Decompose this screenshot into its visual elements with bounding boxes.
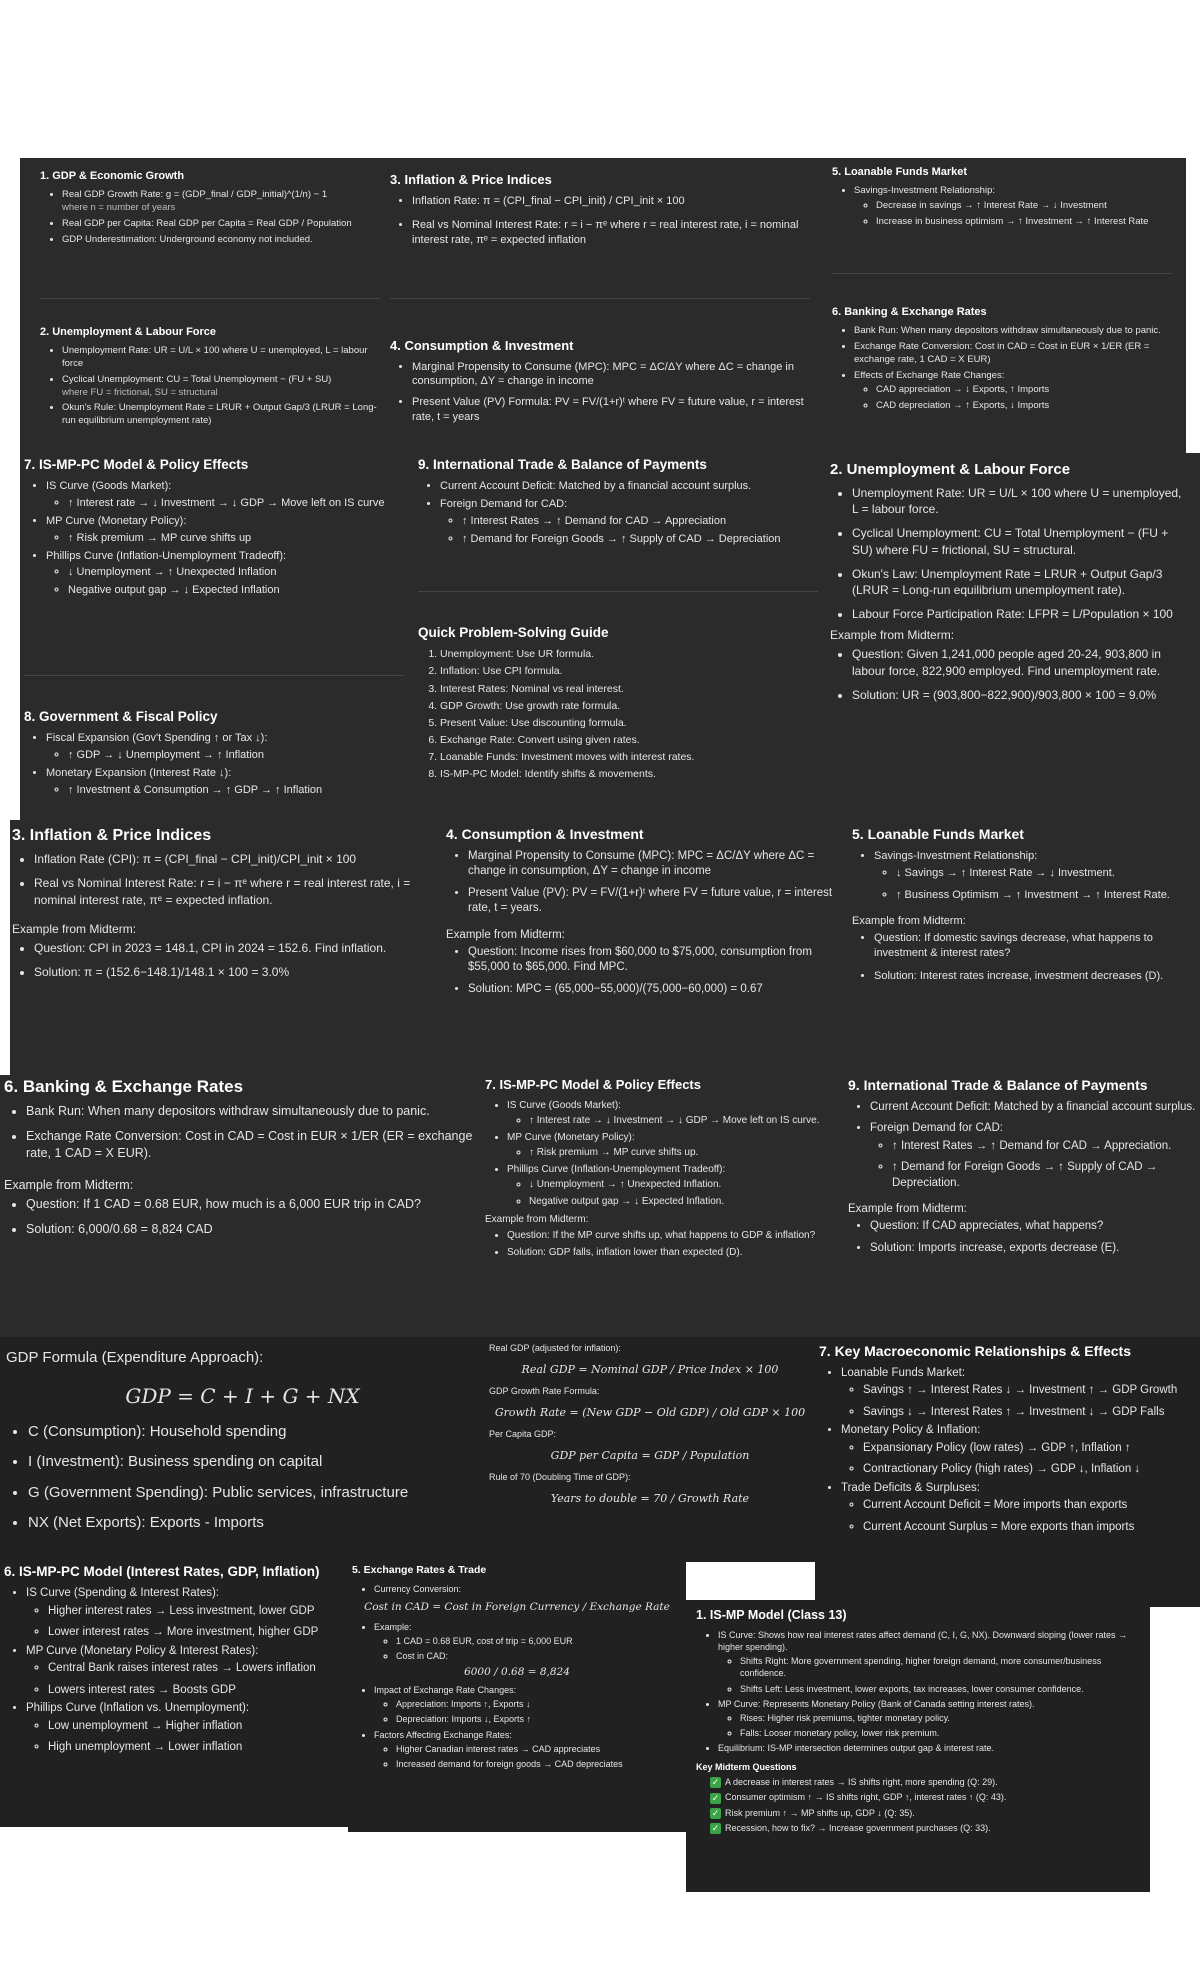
list-item: ◦ ↑ Business Optimism → ↑ Investment → ↑ Interest Rate. [896,888,1198,903]
section-inflation [390,172,810,251]
list-item: • MP Curve (Monetary Policy): ◦ ↑ Risk premium → MP curve shifts up [46,514,424,546]
list-item: ◦ ↑ Demand for Foreign Goods → ↑ Supply of CAD → Depreciation [462,532,818,547]
list-item: • Bank Run: When many depositors withdraw simultaneously due to panic. [854,325,1172,338]
section-is-mp-pc-detail [485,1077,845,1262]
list-item: • Fiscal Expansion (Gov't Spending ↑ or Tax ↓): ◦ ↑ GDP → ↓ Unemployment → ↑ Inflation [46,731,424,763]
list-item: • Inflation Rate: π = (CPI_final − CPI_init) / CPI_init × 100 [412,194,810,209]
section-unemployment [40,326,380,431]
example-solution: • Solution: UR = (903,800−822,900)/903,800 × 100 = 9.0% [852,687,1190,703]
list-item: • I (Investment): Business spending on capital [28,1452,479,1472]
list-item: ◦ Higher interest rates → Less investment, lower GDP [48,1604,344,1620]
key-questions-heading: Key Midterm Questions [696,1762,797,1773]
list-item: ◦ 1 CAD = 0.68 EUR, cost of trip = 6,000 EUR [396,1635,682,1647]
list-item: ◦ Higher Canadian interest rates → CAD appreciates [396,1743,682,1755]
list-item: • Phillips Curve (Inflation-Unemployment Tradeoff): ◦ ↓ Unemployment → ↑ Unexpected Inflation. ◦ Negative output gap → ↓ Expected Inflation. [507,1163,845,1209]
example-label: Example from Midterm: [848,1203,967,1216]
list-item: • Currency Conversion: [374,1583,682,1595]
real-gdp-formula: Real GDP = Nominal GDP / Price Index × 100 [521,1363,779,1376]
list-item: • IS Curve (Goods Market): ◦ ↑ Interest rate → ↓ Investment → ↓ GDP → Move left on IS curve [46,479,424,511]
section-banking [832,306,1172,416]
section-title: Quick Problem-Solving Guide [418,625,609,640]
section-title: 6. Banking & Exchange Rates [4,1077,244,1096]
list-item: 3. Interest Rates: Nominal vs real interest. [440,682,818,696]
example-solution: • Solution: GDP falls, inflation lower than expected (D). [507,1246,845,1260]
example-solution: • Solution: π = (152.6−148.1)/148.1 × 100 = 3.0% [34,964,442,980]
list-item: • Inflation Rate (CPI): π = (CPI_final − CPI_init)/CPI_init × 100 [34,851,442,867]
section-fiscal-policy [24,709,424,801]
section-inflation-detail [12,826,442,983]
list-item: • Cyclical Unemployment: CU = Total Unemployment − (FU + SU) where FU = frictional, SU = structural. [852,525,1190,557]
list-item: • IS Curve (Goods Market): ◦ ↑ Interest rate → ↓ Investment → ↓ GDP → Move left on IS curve. [507,1099,845,1128]
list-item: • IS Curve (Spending & Interest Rates): ◦ Higher interest rates → Less investment, lower GDP ◦ Lower interest rates → More investment, higher GDP [26,1586,344,1641]
list-item: ◦ Shifts Left: Less investment, lower exports, tax increases, lower consumer confidence. [740,1683,1140,1695]
divider [24,675,404,676]
example-question: • Question: Income rises from $60,000 to $75,000, consumption from $55,000 to $65,000. Find MPC. [468,945,851,976]
example-solution: • Solution: Interest rates increase, investment decreases (D). [874,969,1198,984]
list-item: • GDP Underestimation: Underground economy not included. [62,234,380,247]
panel-midterm-examples-2 [0,1075,1200,1337]
formula-label: GDP Growth Rate Formula: [489,1386,600,1396]
list-item: ◦ Falls: Looser monetary policy, lower risk premium. [740,1727,1140,1739]
divider [390,298,810,299]
example-label: Example from Midterm: [830,628,955,643]
list-item: • Marginal Propensity to Consume (MPC): MPC = ΔC/ΔY where ΔC = change in consumption, ΔY = change in income [412,360,810,390]
section-title: 7. IS-MP-PC Model & Policy Effects [24,457,249,472]
checkmark-icon: ✓ [711,1807,720,1818]
section-title: 7. Key Macroeconomic Relationships & Effects [819,1343,1131,1359]
section-title: 5. Loanable Funds Market [852,826,1024,842]
section-title: 3. Inflation & Price Indices [12,827,212,844]
list-item: ◦ Contractionary Policy (high rates) → GDP ↓, Inflation ↓ [863,1462,1196,1478]
section-title: 5. Loanable Funds Market [832,166,968,178]
example-question: • Question: If the MP curve shifts up, what happens to GDP & inflation? [507,1229,845,1243]
list-item: ◦ Savings ↓ → Interest Rates ↑ → Investment ↓ → GDP Falls [863,1405,1196,1421]
growth-rate-formula: Growth Rate = (New GDP − Old GDP) / Old GDP × 100 [494,1406,806,1419]
list-item: ◦ ↑ Demand for Foreign Goods → ↑ Supply of CAD → Depreciation. [892,1160,1198,1191]
list-item: ◦ Cost in CAD: [396,1650,682,1662]
list-item: ◦ ↓ Savings → ↑ Interest Rate → ↓ Investment. [896,866,1198,881]
list-item: ◦ ↑ Interest Rates → ↑ Demand for CAD → Appreciation [462,514,818,529]
list-item: ✓ Consumer optimism ↑ → IS shifts right, GDP ↑, interest rates ↑ (Q: 43). [711,1792,1007,1803]
list-item: ✓ Recession, how to fix? → Increase government purchases (Q: 33). [711,1822,991,1833]
list-item: • Phillips Curve (Inflation-Unemployment Tradeoff): ◦ ↓ Unemployment → ↑ Unexpected Inflation ◦ Negative output gap → ↓ Expected Inflation [46,549,424,599]
example-question: • Question: If CAD appreciates, what happens? [870,1219,1198,1235]
list-item: ◦ Rises: Higher risk premiums, tighter monetary policy. [740,1712,1140,1724]
section-quick-guide [418,625,818,785]
list-item: • Unemployment Rate: UR = U/L × 100 where U = unemployed, L = labour force [62,345,380,371]
list-item: • Impact of Exchange Rate Changes: ◦ Appreciation: Imports ↑, Exports ↓ ◦ Depreciation: Imports ↓, Exports ↑ [374,1684,682,1725]
list-item: • Real vs Nominal Interest Rate: r = i − πᵉ where r = real interest rate, i = nominal interest rate, πᵉ = expected inflation [412,218,810,248]
blank-patch [686,1562,814,1600]
section-title: 2. Unemployment & Labour Force [830,461,1071,478]
panel-formula-sheet-top [20,158,1186,453]
example-question: • Question: CPI in 2023 = 148.1, CPI in 2024 = 152.6. Find inflation. [34,940,442,956]
list-item: • Okun's Law: Unemployment Rate = LRUR + Output Gap/3 (LRUR = Long-run equilibrium unemployment rate). [852,566,1190,598]
list-item: • G (Government Spending): Public services, infrastructure [28,1483,479,1503]
panel-unemployment-detail [820,453,1200,820]
checkmark-icon: ✓ [711,1792,720,1803]
section-consumption-detail [446,826,851,1000]
section-title: 9. International Trade & Balance of Payments [418,457,707,472]
conversion-result: 6000 / 0.68 = 8,824 [464,1666,570,1679]
section-title: 1. GDP & Economic Growth [40,170,185,182]
example-question: • Question: If domestic savings decrease, what happens to investment & interest rates? [874,931,1198,961]
list-item: ◦ Increase in business optimism → ↑ Investment → ↑ Interest Rate [876,216,1172,229]
list-item: ◦ Increased demand for foreign goods → CAD depreciates [396,1758,682,1770]
list-item: • Current Account Deficit: Matched by a financial account surplus. [440,479,818,494]
list-item: ◦ ↓ Unemployment → ↑ Unexpected Inflation. [529,1178,845,1192]
list-item: • Marginal Propensity to Consume (MPC): MPC = ΔC/ΔY where ΔC = change in consumption, ΔY = change in income [468,849,851,880]
formula-label: Per Capita GDP: [489,1429,557,1439]
checkmark-icon: ✓ [711,1777,720,1788]
section-title: 6. Banking & Exchange Rates [832,306,987,318]
panel-exchange-rates [348,1562,686,1832]
list-item: • Present Value (PV) Formula: PV = FV/(1+r)ᵗ where FV = future value, r = interest rate, t = years [412,395,810,425]
example-label: Example from Midterm: [485,1214,589,1226]
panel-formula-sheet-middle [20,453,820,820]
example-label: Example from Midterm: [4,1178,134,1193]
list-item: • C (Consumption): Household spending [28,1422,479,1442]
list-item: • MP Curve (Monetary Policy & Interest Rates): ◦ Central Bank raises interest rates → Lowers inflation ◦ Lowers interest rates → Boosts GDP [26,1644,344,1699]
section-title: 7. IS-MP-PC Model & Policy Effects [485,1077,701,1092]
list-item: • Okun's Rule: Unemployment Rate = LRUR + Output Gap/3 (LRUR = Long-run equilibrium unemployment rate) [62,402,380,428]
section-trade-detail [848,1077,1198,1259]
list-item: 5. Present Value: Use discounting formula. [440,716,818,730]
list-item: ◦ Central Bank raises interest rates → Lowers inflation [48,1661,344,1677]
list-item: ◦ ↑ Interest rate → ↓ Investment → ↓ GDP → Move left on IS curve [68,496,424,511]
list-item: ◦ Expansionary Policy (low rates) → GDP ↑, Inflation ↑ [863,1441,1196,1457]
panel-midterm-examples-1 [10,820,1200,1075]
list-item: ◦ ↑ Investment & Consumption → ↑ GDP → ↑ Inflation [68,783,424,798]
section-title: 8. Government & Fiscal Policy [24,709,218,724]
list-item: ◦ ↑ Risk premium → MP curve shifts up. [529,1146,845,1160]
list-item: ◦ Decrease in savings → ↑ Interest Rate → ↓ Investment [876,200,1172,213]
list-item: • Example: ◦ 1 CAD = 0.68 EUR, cost of trip = 6,000 EUR ◦ Cost in CAD: [374,1621,682,1662]
list-item: ◦ Negative output gap → ↓ Expected Inflation. [529,1195,845,1209]
panel-gdp-formula [0,1337,485,1562]
list-item: • Trade Deficits & Surpluses: ◦ Current Account Deficit = More imports than exports ◦ Current Account Surplus = More exports than imports [841,1481,1196,1536]
section-title: 1. IS-MP Model (Class 13) [696,1608,847,1622]
list-item: 7. Loanable Funds: Investment moves with interest rates. [440,750,818,764]
list-item: ◦ Depreciation: Imports ↓, Exports ↑ [396,1713,682,1725]
example-solution: • Solution: Imports increase, exports decrease (E). [870,1241,1198,1257]
section-title: 2. Unemployment & Labour Force [40,326,217,338]
list-item: ◦ ↑ Interest rate → ↓ Investment → ↓ GDP → Move left on IS curve. [529,1114,845,1128]
list-item: • Foreign Demand for CAD: ◦ ↑ Interest Rates → ↑ Demand for CAD → Appreciation ◦ ↑ Demand for Foreign Goods → ↑ Supply of CAD → Depreciation [440,497,818,547]
list-item: • IS Curve: Shows how real interest rates affect demand (C, I, G, NX). Downward sloping (lower rates → higher spending). ◦ Shifts Right: More government spending, higher foreign demand, more consumer/business confidence. ◦ Shifts Left: Less investment, lower exports, tax increases, lower consumer confidence. [718,1629,1140,1695]
section-consumption [390,338,810,428]
list-item: ✓ Risk premium ↑ → MP shifts up, GDP ↓ (Q: 35). [711,1807,915,1818]
checkmark-icon: ✓ [711,1822,720,1833]
list-item: ◦ Appreciation: Imports ↑, Exports ↓ [396,1698,682,1710]
gdp-equation: GDP = C + I + G + NX [125,1384,360,1408]
list-item: ◦ ↑ Interest Rates → ↑ Demand for CAD → Appreciation. [892,1139,1198,1155]
list-item: 2. Inflation: Use CPI formula. [440,664,818,678]
section-loanable-detail [852,826,1198,987]
divider [40,298,380,299]
section-international-trade [418,457,818,550]
list-item: • Real GDP Growth Rate: g = (GDP_final / GDP_initial)^(1/n) − 1 where n = number of years [62,189,380,215]
panel-is-mp-pc-rates [0,1562,348,1827]
list-item: 1. Unemployment: Use UR formula. [440,647,818,661]
list-item: ◦ Lowers interest rates → Boosts GDP [48,1683,344,1699]
list-item: • Factors Affecting Exchange Rates: ◦ Higher Canadian interest rates → CAD appreciates ◦ Increased demand for foreign goods → CAD depreciates [374,1729,682,1770]
list-item: • Bank Run: When many depositors withdraw simultaneously due to panic. [26,1103,474,1120]
list-item: ◦ ↑ GDP → ↓ Unemployment → ↑ Inflation [68,748,424,763]
list-item: ◦ Lower interest rates → More investment, higher GDP [48,1625,344,1641]
formula-label: Real GDP (adjusted for inflation): [489,1343,621,1353]
section-title: 4. Consumption & Investment [390,338,574,353]
example-label: Example from Midterm: [12,921,137,936]
list-item: ◦ ↑ Risk premium → MP curve shifts up [68,531,424,546]
list-item: • Present Value (PV): PV = FV/(1+r)ᵗ where FV = future value, r = interest rate, t = years. [468,886,851,917]
divider [832,273,1172,274]
section-title: GDP Formula (Expenditure Approach): [6,1349,264,1366]
section-title: 6. IS-MP-PC Model (Interest Rates, GDP, Inflation) [4,1564,320,1579]
section-title: 3. Inflation & Price Indices [390,172,552,187]
list-item: • Foreign Demand for CAD: ◦ ↑ Interest Rates → ↑ Demand for CAD → Appreciation. ◦ ↑ Demand for Foreign Goods → ↑ Supply of CAD → Depreciation. [870,1121,1198,1191]
example-label: Example from Midterm: [446,928,565,941]
section-title: 9. International Trade & Balance of Payments [848,1077,1148,1093]
per-capita-formula: GDP per Capita = GDP / Population [550,1449,750,1462]
list-item: • MP Curve: Represents Monetary Policy (Bank of Canada setting interest rates). ◦ Rises: Higher risk premiums, tighter monetary policy. ◦ Falls: Looser monetary policy, lower risk premium. [718,1698,1140,1739]
example-solution: • Solution: 6,000/0.68 = 8,824 CAD [26,1221,474,1238]
list-item: • Exchange Rate Conversion: Cost in CAD = Cost in EUR × 1/ER (ER = exchange rate, 1 CAD = X EUR) [854,341,1172,367]
list-item: • Monetary Expansion (Interest Rate ↓): ◦ ↑ Investment & Consumption → ↑ GDP → ↑ Inflation [46,766,424,798]
list-item: 6. Exchange Rate: Convert using given rates. [440,733,818,747]
section-loanable-funds [832,166,1172,232]
list-item: ◦ Current Account Surplus = More exports than imports [863,1520,1196,1536]
list-item: • Savings-Investment Relationship: ◦ Decrease in savings → ↑ Interest Rate → ↓ Investment ◦ Increase in business optimism → ↑ Investment → ↑ Interest Rate [854,185,1172,228]
panel-key-relationships [815,1337,1200,1607]
panel-is-mp-class13 [686,1600,1150,1892]
list-item: ✓ A decrease in interest rates → IS shifts right, more spending (Q: 29). [711,1777,998,1788]
list-item: • Effects of Exchange Rate Changes: ◦ CAD appreciation → ↓ Exports, ↑ Imports ◦ CAD depreciation → ↑ Exports, ↓ Imports [854,370,1172,413]
section-is-mp-pc [24,457,424,601]
section-gdp-growth [40,170,380,249]
list-item: ◦ High unemployment → Lower inflation [48,1740,344,1756]
list-item: • Real GDP per Capita: Real GDP per Capita = Real GDP / Population [62,218,380,231]
list-item: 8. IS-MP-PC Model: Identify shifts & movements. [440,767,818,781]
conversion-formula: Cost in CAD = Cost in Foreign Currency / Exchange Rate [364,1600,670,1613]
panel-gdp-formulas [485,1337,815,1562]
list-item: • Loanable Funds Market: ◦ Savings ↑ → Interest Rates ↓ → Investment ↑ → GDP Growth ◦ Savings ↓ → Interest Rates ↑ → Investment ↓ → GDP Falls [841,1366,1196,1421]
list-item: • NX (Net Exports): Exports - Imports [28,1513,479,1533]
list-item: ◦ CAD depreciation → ↑ Exports, ↓ Imports [876,400,1172,413]
list-item: ◦ Negative output gap → ↓ Expected Inflation [68,583,424,598]
list-item: ◦ Shifts Right: More government spending, higher foreign demand, more consumer/business confidence. [740,1655,1140,1679]
list-item: • Real vs Nominal Interest Rate: r = i − πᵉ where r = real interest rate, i = nominal interest rate, πᵉ = expected inflation. [34,875,442,907]
example-question: • Question: Given 1,241,000 people aged 20-24, 903,800 in labour force, 822,900 employed. Find unemployment rate. [852,646,1190,678]
list-item: • Unemployment Rate: UR = U/L × 100 where U = unemployed, L = labour force. [852,485,1190,517]
divider [418,591,818,592]
list-item: • Current Account Deficit: Matched by a financial account surplus. [870,1100,1198,1116]
list-item: ◦ ↓ Unemployment → ↑ Unexpected Inflation [68,565,424,580]
rule-of-70-formula: Years to double = 70 / Growth Rate [550,1492,750,1505]
formula-label: Rule of 70 (Doubling Time of GDP): [489,1472,631,1482]
list-item: ◦ Current Account Deficit = More imports than exports [863,1498,1196,1514]
example-label: Example from Midterm: [852,915,966,928]
example-solution: • Solution: MPC = (65,000−55,000)/(75,000−60,000) = 0.67 [468,982,851,998]
list-item: 4. GDP Growth: Use growth rate formula. [440,699,818,713]
list-item: • Monetary Policy & Inflation: ◦ Expansionary Policy (low rates) → GDP ↑, Inflation ↑ ◦ Contractionary Policy (high rates) → GDP ↓, Inflation ↓ [841,1423,1196,1478]
list-item: ◦ CAD appreciation → ↓ Exports, ↑ Imports [876,384,1172,397]
list-item: • Equilibrium: IS-MP intersection determines output gap & interest rate. [718,1742,1140,1754]
example-question: • Question: If 1 CAD = 0.68 EUR, how much is a 6,000 EUR trip in CAD? [26,1196,474,1213]
list-item: ◦ Savings ↑ → Interest Rates ↓ → Investment ↑ → GDP Growth [863,1383,1196,1399]
list-item: • Labour Force Participation Rate: LFPR = L/Population × 100 [852,606,1190,622]
list-item: ◦ Low unemployment → Higher inflation [48,1719,344,1735]
list-item: • Cyclical Unemployment: CU = Total Unemployment − (FU + SU) where FU = frictional, SU = structural [62,374,380,400]
list-item: • Savings-Investment Relationship: ◦ ↓ Savings → ↑ Interest Rate → ↓ Investment. ◦ ↑ Business Optimism → ↑ Investment → ↑ Interest Rate. [874,849,1198,904]
section-title: 5. Exchange Rates & Trade [352,1564,487,1576]
list-item: • Phillips Curve (Inflation vs. Unemployment): ◦ Low unemployment → Higher inflation ◦ High unemployment → Lower inflation [26,1701,344,1756]
section-banking-detail [4,1077,474,1241]
list-item: • MP Curve (Monetary Policy): ◦ ↑ Risk premium → MP curve shifts up. [507,1131,845,1160]
section-title: 4. Consumption & Investment [446,826,644,842]
list-item: • Exchange Rate Conversion: Cost in CAD = Cost in EUR × 1/ER (ER = exchange rate, 1 CAD = X EUR). [26,1128,474,1162]
